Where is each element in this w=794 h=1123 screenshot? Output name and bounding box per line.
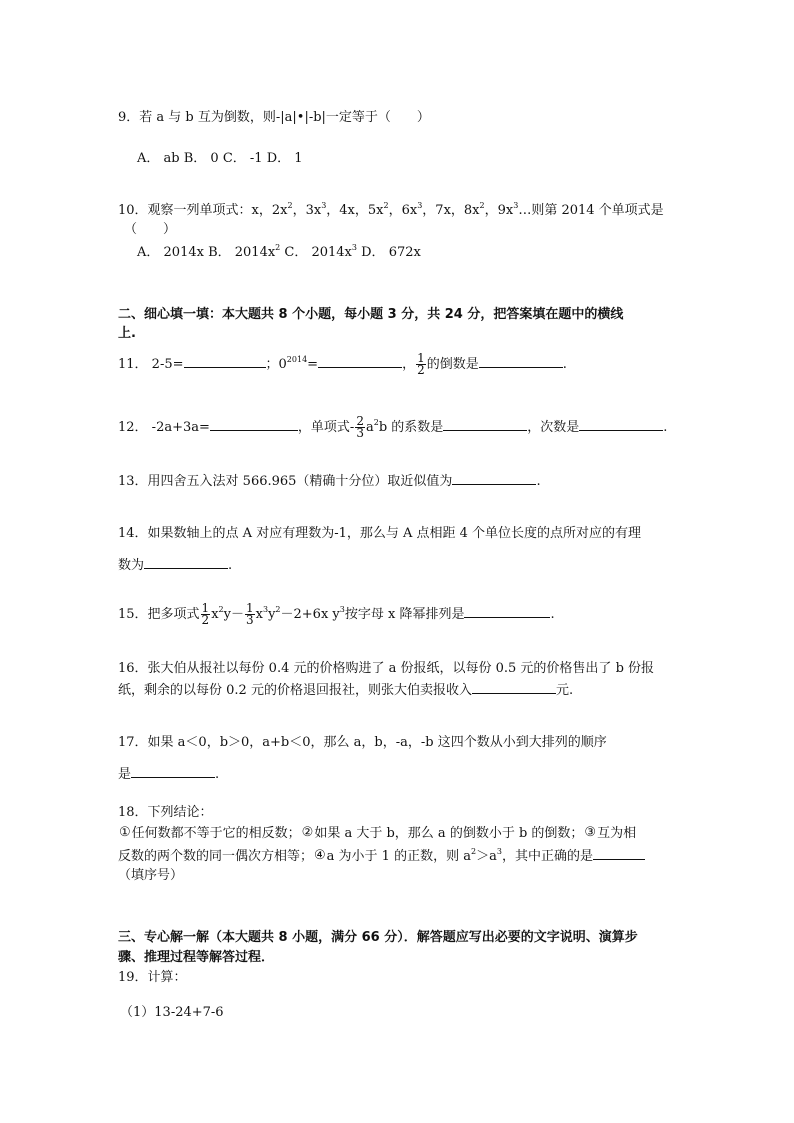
q17-line2: 是 [118, 767, 132, 782]
circled-number: ① [119, 825, 131, 840]
q10-exp: 3 [513, 201, 519, 210]
q10-opt: D． 672x [357, 245, 421, 260]
q10-opt-exp: 3 [351, 243, 357, 252]
denominator: 2 [417, 363, 425, 377]
question-9-options-text: A． ab B． 0 C． -1 D． 1 [137, 151, 303, 166]
question-9-options [137, 151, 303, 167]
question-15 [118, 600, 555, 630]
q15-part: 15．把多项式 [118, 607, 200, 622]
q18-part: （填序号） [118, 868, 184, 883]
q10-part: …则第 2014 个单项式是 [518, 203, 664, 218]
denominator: 2 [201, 613, 210, 627]
question-14 [118, 526, 641, 542]
q15-part: y [268, 607, 276, 622]
q11-part: ；0 [265, 357, 287, 372]
numerator: 1 [245, 601, 254, 615]
q14-line2: 数为 [118, 558, 145, 573]
q10-opt: A． 2014x B． 2014x [137, 245, 276, 260]
q15-exp: 2 [275, 605, 281, 614]
q18-part: 任何数都不等于它的相反数； [131, 826, 301, 841]
q14-end: . [228, 558, 233, 573]
q11-part: = [307, 357, 319, 372]
q19-part1-text: （1）13-24+7-6 [120, 1005, 224, 1020]
q15-part: 按字母 x 降幂排列是 [344, 607, 465, 622]
numerator: 2 [356, 414, 364, 428]
question-10-options [137, 245, 421, 261]
answer-blank[interactable] [579, 418, 663, 431]
question-10 [118, 203, 664, 219]
section-2-line1: 二、细心填一填：本大题共 8 个小题，每小题 3 分，共 24 分，把答案填在题中的横线 [118, 307, 624, 322]
answer-blank[interactable] [472, 681, 556, 694]
answer-blank[interactable] [184, 355, 266, 368]
q18-part: ，其中正确的是 [501, 849, 593, 864]
q10-part: 10．观察一列单项式：x，2x [118, 203, 288, 218]
q19-head-text: 19．计算： [118, 970, 187, 985]
q18-head-text: 18．下列结论： [118, 805, 213, 820]
q18-part: 互为相 [597, 826, 637, 841]
question-17 [118, 735, 607, 751]
question-18-line1 [118, 826, 636, 842]
circled-number: ③ [584, 825, 597, 840]
q18-exp: 3 [496, 847, 502, 856]
answer-blank[interactable] [318, 355, 402, 368]
q12-part: a [365, 420, 374, 435]
question-18-head [118, 805, 213, 821]
q16-end: 元. [555, 683, 574, 698]
fraction [201, 603, 211, 626]
q10-opt: C． 2014x [280, 245, 352, 260]
q18-exp: 2 [470, 847, 477, 856]
question-19-head [118, 970, 187, 986]
question-9 [118, 110, 430, 126]
q18-part: 如果 a 大于 b，那么 a 的倒数小于 b 的倒数； [314, 826, 584, 841]
q17-end: . [215, 767, 220, 782]
question-19-part1 [120, 1005, 224, 1021]
q10-part: ，9x [484, 203, 514, 218]
q12-part: . [663, 420, 668, 435]
q15-exp: 3 [262, 605, 269, 614]
q12-part: ，次数是 [527, 420, 580, 435]
question-16-cont [118, 681, 573, 699]
q16-line1: 16．张大伯从报社以每份 0.4 元的价格购进了 a 份报纸，以每份 0.5 元的价格售出了 b 份报 [118, 661, 655, 676]
q15-exp: 3 [339, 605, 345, 614]
section-3-heading-cont [118, 950, 274, 966]
answer-blank[interactable] [210, 418, 298, 431]
q10-opt-exp: 2 [275, 243, 281, 252]
question-10-paren [124, 222, 176, 238]
q10-exp: 3 [321, 201, 327, 210]
q11-part: 的倒数是 [426, 357, 479, 372]
q11-part: . [562, 357, 567, 372]
q14-line1: 14．如果数轴上的点 A 对应有理数为-1，那么与 A 点相距 4 个单位长度的点所对应的有理 [118, 526, 642, 541]
q10-paren-text: （ ） [124, 222, 177, 237]
numerator: 1 [201, 601, 210, 615]
question-14-cont [118, 556, 232, 574]
circled-number: ④ [314, 848, 326, 863]
section-2-heading [118, 307, 623, 323]
answer-blank[interactable] [479, 355, 563, 368]
q10-part: ，4x，5x [326, 203, 384, 218]
q11-exp: 2014 [286, 355, 308, 364]
answer-blank[interactable] [464, 605, 550, 618]
answer-blank[interactable] [131, 765, 215, 778]
question-16 [118, 661, 654, 677]
q10-part: ，7x，8x [422, 203, 480, 218]
q15-part: －2+6x y [280, 607, 340, 622]
q10-part: ，6x [388, 203, 418, 218]
q15-part: x [255, 607, 263, 622]
denominator: 3 [356, 426, 364, 440]
q10-exp: 2 [479, 201, 485, 210]
q12-part: ，单项式- [297, 420, 355, 435]
q13-text: 13．用四舍五入法对 566.965（精确十分位）取近似值为 [118, 474, 453, 489]
denominator: 3 [245, 613, 254, 627]
fraction [245, 603, 255, 626]
q15-exp: 2 [218, 605, 224, 614]
q12-part: b 的系数是 [378, 420, 444, 435]
question-11 [118, 352, 567, 378]
q16-line2: 纸，剩余的以每份 0.2 元的价格退回报社，则张大伯卖报收入 [118, 683, 472, 698]
circled-number: ② [301, 825, 314, 840]
q10-exp: 2 [383, 201, 389, 210]
section-2-heading-cont [118, 326, 136, 342]
q12-exp: 2 [373, 418, 379, 427]
section-2-line2: 上. [118, 326, 136, 341]
section-3-line2: 骤、推理过程等解答过程． [118, 950, 275, 965]
q11-part: 11． 2-5= [118, 357, 184, 372]
q18-part: a 为小于 1 的正数，则 a [326, 849, 471, 864]
q15-part: x [211, 607, 219, 622]
q18-part: 反数的两个数的同一偶次方相等； [118, 849, 314, 864]
answer-blank[interactable] [593, 847, 645, 860]
q10-exp: 3 [417, 201, 423, 210]
question-13 [118, 472, 541, 490]
question-18-line3 [118, 868, 183, 884]
q17-line1: 17．如果 a＜0，b＞0，a+b＜0，那么 a，b，-a，-b 这四个数从小到大排列的顺序 [118, 735, 607, 750]
q10-exp: 2 [287, 201, 293, 210]
q15-end: . [550, 607, 555, 622]
question-18-line2 [118, 847, 645, 865]
question-17-cont [118, 765, 219, 783]
q18-part: ＞a [476, 849, 497, 864]
fraction [416, 353, 426, 376]
question-9-text: 9．若 a 与 b 互为倒数，则-|a|•|-b|一定等于（ ） [118, 110, 430, 125]
answer-blank[interactable] [452, 472, 536, 485]
section-3-heading [118, 930, 638, 946]
q15-part: y－ [223, 607, 244, 622]
fraction [355, 416, 365, 439]
answer-blank[interactable] [443, 418, 527, 431]
q13-end: . [536, 474, 541, 489]
q11-part: ， [402, 357, 416, 372]
section-3-line1: 三、专心解一解（本大题共 8 小题，满分 66 分）．解答题应写出必要的文字说明、演算步 [118, 930, 638, 945]
q10-part: ，3x [292, 203, 322, 218]
q12-part: 12． -2a+3a= [118, 420, 210, 435]
numerator: 1 [417, 351, 425, 365]
question-12 [118, 415, 667, 441]
answer-blank[interactable] [144, 556, 228, 569]
